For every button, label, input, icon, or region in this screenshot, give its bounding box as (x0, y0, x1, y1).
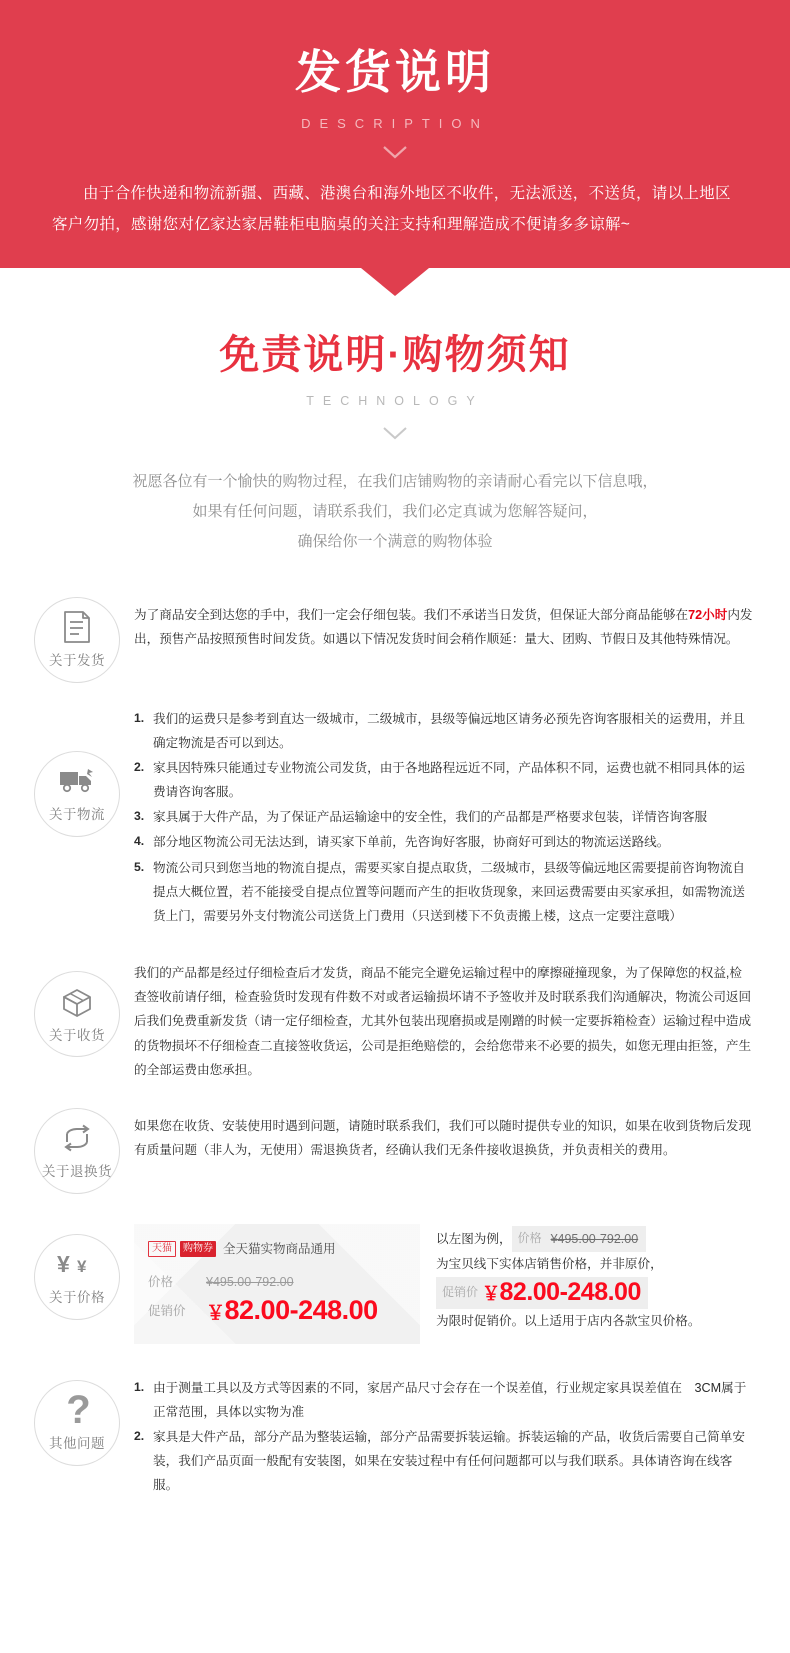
yen-icon (55, 1247, 99, 1281)
other-questions-list (134, 1376, 754, 1498)
list-item: 由于测量工具以及方式等因素的不同，家居产品尺寸会存在一个误差值，行业规定家具误差值在 3CM属于正常范围，具体以实物为准 (153, 1380, 747, 1419)
card-promo-row (148, 1296, 406, 1326)
question-mark-glyph: ? (66, 1388, 88, 1433)
promo-label: 促销价 (148, 1303, 186, 1318)
disclaimer-body (0, 467, 790, 557)
inline-price-chip (512, 1226, 647, 1252)
truck-icon (58, 764, 96, 798)
info-sections (0, 567, 790, 1557)
chip-promo-value: 82.00-248.00 (499, 1277, 641, 1306)
coupon-header (148, 1237, 406, 1261)
section-other (0, 1374, 790, 1499)
list-item: 家具因特殊只能通过专业物流公司发货，由于各地路程远近不同，产品体积不同，运费也就不相同具体的运费请咨询客服。 (153, 760, 745, 800)
price-explanation (436, 1224, 754, 1333)
yen-symbol: ￥ (206, 1302, 225, 1324)
highlight-72h: 72小时 (688, 607, 728, 622)
section-body (134, 1108, 754, 1162)
section-shipping (0, 597, 790, 683)
section-paragraph: 我们的产品都是经过仔细检查后才发货，商品不能完全避免运输过程中的摩擦碰撞现象，为了保障您的权益,检查签收前请仔细，检查验货时发现有件数不对或者运输损坏请不予签收并及时联系我们沟通解决，物流公司返回后我们免费重新发货（请一定仔细检查，尤其外包装出现磨损或是刚蹭的时候一定要拆箱检查）运输过程中造成的货物损坏不仔细检查二直接签收货运，公司是拒绝赔偿的，会给您带来不必要的损失，如您无理由拒签，产生的全部运费由您承担。 (134, 966, 752, 1077)
list-item: 我们的运费只是参考到直达一级城市，二级城市，县级等偏远地区请务必预先咨询客服相关的运费用，并且确定物流是否可以到达。 (153, 711, 745, 750)
disclaimer-title: 免责说明·购物须知 (219, 332, 571, 377)
section-label: 关于发货 (49, 653, 105, 668)
hero-body-text: 由于合作快递和物流新疆、西藏、港澳台和海外地区不收件，无法派送，不送货，请以上地区客户勿拍，感谢您对亿家达家居鞋柜电脑桌的关注支持和理解造成不便请多多谅解~ (52, 184, 731, 233)
hero-subtitle: DESCRIPTION (301, 115, 489, 131)
logistics-list (134, 707, 754, 929)
svg-text:¥: ¥ (77, 1257, 87, 1277)
coupon-scope-text: 全天猫实物商品通用 (223, 1241, 336, 1256)
original-price: ¥495.00-792.00 (206, 1274, 294, 1289)
text-part: 为了商品安全到达您的手中，我们一定会仔细包装。我们不承诺当日发货，但保证大部分商品能够在 (134, 607, 689, 622)
section-label: 关于物流 (49, 807, 105, 822)
yen-symbol: ￥ (482, 1283, 500, 1304)
price-note-line-4: 为限时促销价。以上适用于店内各款宝贝价格。 (436, 1313, 701, 1328)
coupon-tag: 购物券 (180, 1241, 216, 1257)
section-body (134, 1224, 754, 1344)
question-mark-icon (66, 1388, 88, 1433)
tmall-tag: 天猫 (148, 1241, 176, 1257)
document-icon (62, 610, 92, 644)
section-paragraph: 如果您在收货、安装使用时遇到问题，请随时联系我们，我们可以随时提供专业的知识，如果在收到货物后发现有质量问题（非人为，无使用）需退换货者，经确认我们无条件接收退换货，并负责相关的费用。 (134, 1118, 752, 1158)
promo-price-value: 82.00-248.00 (224, 1294, 378, 1325)
section-icon-badge (34, 971, 120, 1057)
price-note-lead: 以左图为例， (436, 1231, 512, 1246)
disclaimer-header (0, 268, 790, 567)
section-price (0, 1224, 790, 1344)
section-icon-badge (34, 1380, 120, 1466)
svg-text:¥: ¥ (57, 1251, 70, 1278)
section-icon-badge (34, 1108, 120, 1194)
coupon-price-card (134, 1224, 420, 1344)
section-label: 关于收货 (49, 1027, 105, 1043)
section-body (134, 597, 754, 651)
section-icon-badge (34, 1234, 120, 1320)
promo-price (206, 1296, 378, 1326)
text-part: 内发出，预售产品按照预售时间发货。如遇以下情况发货时间会稍作顺延：量大、团购、节假日及其他特殊情况。 (134, 607, 753, 646)
chevron-down-icon (382, 426, 408, 440)
section-body (134, 955, 754, 1082)
hero-title: 发货说明 (295, 46, 495, 98)
disclaimer-subtitle: TECHNOLOGY (306, 393, 484, 408)
section-icon-badge (34, 751, 120, 837)
price-note-line-2: 为宝贝线下实体店销售价格，并非原价， (436, 1257, 663, 1272)
section-label: 其他问题 (49, 1436, 105, 1452)
exchange-arrows-icon (61, 1121, 93, 1155)
section-label: 关于价格 (49, 1290, 105, 1306)
hero-banner (0, 0, 790, 268)
price-note-line-1 (436, 1226, 754, 1252)
disclaimer-body-line: 如果有任何问题，请联系我们，我们必定真诚为您解答疑问， (192, 502, 598, 520)
section-icon-badge (34, 597, 120, 683)
chip-promo-label: 促销价 (442, 1284, 479, 1299)
disclaimer-body-line: 确保给你一个满意的购物体验 (297, 532, 493, 550)
card-price-row (148, 1270, 406, 1294)
price-label: 价格 (148, 1274, 174, 1289)
section-receiving (0, 955, 790, 1082)
list-item: 物流公司只到您当地的物流自提点，需要买家自提点取货，二级城市，县级等偏远地区需要提前咨询物流自提点大概位置，若不能接受自提点位置等问题而产生的拒收货现象，来回运费需要由买家承担，如需物流送货上门，需要另外支付物流公司送货上门费用（只送到楼下不负责搬上楼，这点一定要注意哦） (153, 860, 745, 923)
section-logistics (0, 707, 790, 930)
section-label: 关于退换货 (42, 1164, 112, 1180)
open-box-icon (60, 985, 94, 1019)
chip-original-price: ¥495.00-792.00 (550, 1231, 639, 1246)
section-returns (0, 1108, 790, 1194)
disclaimer-chevron-wrap (0, 426, 790, 445)
section-body (134, 707, 754, 930)
list-item: 家具属于大件产品，为了保证产品运输途中的安全性，我们的产品都是严格要求包装，详情咨询客服 (153, 810, 708, 825)
chip-price-label: 价格 (517, 1231, 542, 1246)
section-body (134, 1374, 754, 1499)
chip-promo-price (482, 1278, 641, 1307)
inline-promo-chip (436, 1277, 648, 1309)
hero-chevron-wrap (0, 145, 790, 164)
chevron-down-icon (382, 145, 408, 159)
price-note-line-3 (436, 1277, 754, 1309)
disclaimer-body-line: 祝愿各位有一个愉快的购物过程，在我们店铺购物的亲请耐心看完以下信息哦， (132, 472, 658, 490)
hero-notch (361, 268, 429, 296)
list-item: 部分地区物流公司无法达到，请买家下单前，先咨询好客服，协商好可到达的物流运送路线。 (153, 835, 670, 850)
list-item: 家具是大件产品，部分产品为整装运输，部分产品需要拆装运输。拆装运输的产品，收货后需要自己简单安装，我们产品页面一般配有安装图，如果在安装过程中有任何问题都可以与我们联系。具体请咨询在线客服。 (153, 1429, 745, 1493)
section-paragraph (134, 603, 754, 651)
